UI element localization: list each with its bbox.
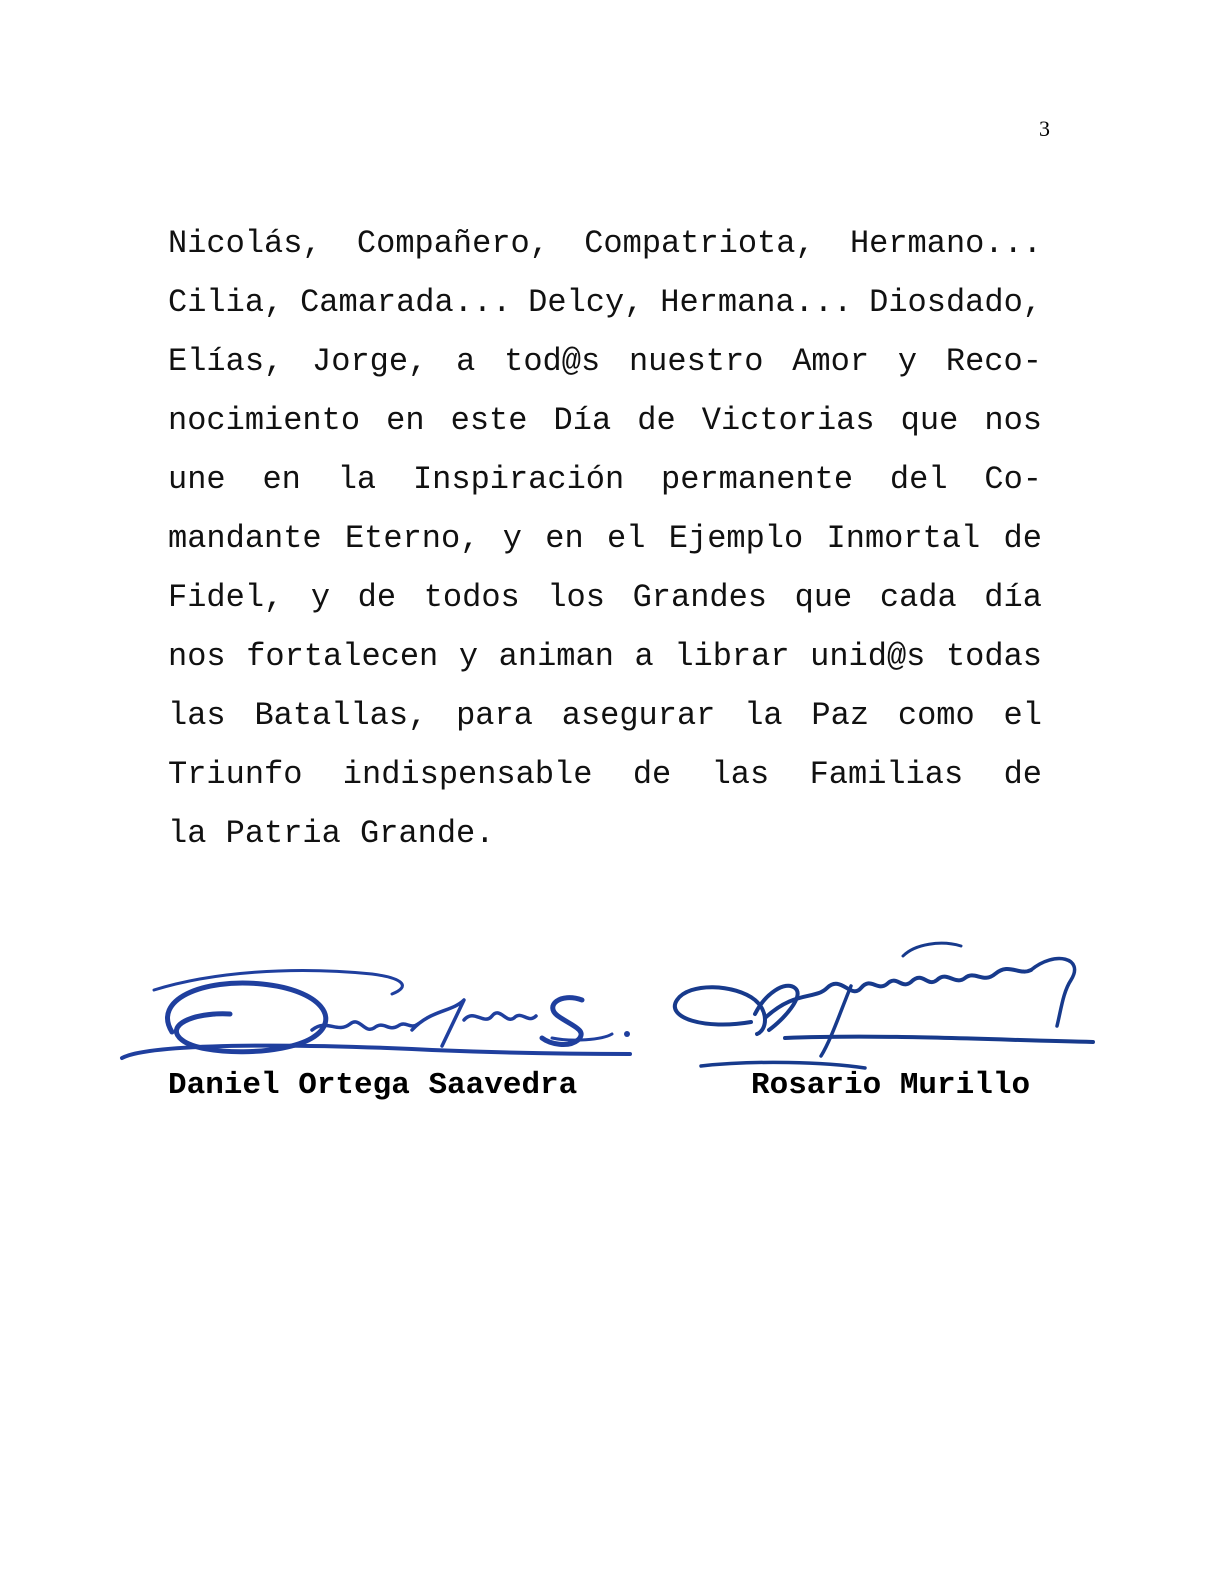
body-word: Hermana... xyxy=(660,284,853,321)
body-line xyxy=(168,456,1042,515)
body-word: en xyxy=(386,402,425,439)
letter-body xyxy=(168,220,1042,869)
body-word: unid@s xyxy=(810,638,926,675)
body-word: Compatriota, xyxy=(584,225,815,262)
body-word: del xyxy=(889,461,948,498)
body-word: y xyxy=(458,638,479,675)
body-word: cada xyxy=(879,579,957,616)
body-word: Día xyxy=(553,402,612,439)
body-word: animan xyxy=(498,638,614,675)
body-line xyxy=(168,692,1042,751)
body-word: Victorias xyxy=(701,402,875,439)
body-word: fortalecen xyxy=(246,638,439,675)
body-word: tod@s xyxy=(504,343,601,380)
body-word: que xyxy=(900,402,959,439)
body-word: a xyxy=(634,638,654,675)
body-word: Jorge, xyxy=(312,343,428,380)
body-word: todos xyxy=(423,579,520,616)
body-line xyxy=(168,397,1042,456)
body-word: Amor xyxy=(792,343,870,380)
body-word: mandante xyxy=(168,520,322,557)
body-word: día xyxy=(984,579,1042,616)
body-word: a xyxy=(456,343,476,380)
body-word: y xyxy=(897,343,918,380)
body-line xyxy=(168,574,1042,633)
body-word: Inspiración xyxy=(412,461,625,498)
body-line xyxy=(168,515,1042,574)
body-word: la Patria Grande. xyxy=(168,815,495,852)
body-word: en xyxy=(262,461,301,498)
body-line xyxy=(168,220,1042,279)
body-word: Familias xyxy=(809,756,964,793)
signer-name-daniel-ortega: Daniel Ortega Saavedra xyxy=(168,1068,578,1103)
body-word: Delcy, xyxy=(528,284,644,321)
body-word: Reco- xyxy=(945,343,1042,380)
body-word: asegurar xyxy=(561,697,716,734)
body-word: Batallas, xyxy=(254,697,428,734)
signature-rosario-murillo xyxy=(665,930,1105,1080)
body-word: une xyxy=(168,461,226,498)
body-word: Eterno, xyxy=(344,520,480,557)
body-word: permanente xyxy=(661,461,854,498)
body-word: el xyxy=(607,520,646,557)
body-word: Nicolás, xyxy=(168,225,322,262)
body-word: Co- xyxy=(984,461,1042,498)
body-word: este xyxy=(450,402,528,439)
body-word: Fidel, xyxy=(168,579,284,616)
body-word: que xyxy=(794,579,853,616)
body-word: Compañero, xyxy=(356,225,549,262)
body-word: indispensable xyxy=(342,756,593,793)
body-word: Inmortal xyxy=(826,520,981,557)
body-word: Cilia, xyxy=(168,284,284,321)
body-word: Hermano... xyxy=(849,225,1042,262)
body-word: de xyxy=(1003,756,1042,793)
body-line xyxy=(168,633,1042,692)
body-word: y xyxy=(502,520,522,557)
body-word: nos xyxy=(984,402,1042,439)
body-word: Paz xyxy=(811,697,870,734)
body-word: Triunfo xyxy=(168,756,303,793)
body-word: librar xyxy=(674,638,790,675)
signer-name-rosario-murillo: Rosario Murillo xyxy=(751,1068,1031,1103)
body-line xyxy=(168,338,1042,397)
body-word: nuestro xyxy=(628,343,764,380)
body-word: todas xyxy=(945,638,1042,675)
body-word: para xyxy=(456,697,533,734)
body-word: de xyxy=(637,402,676,439)
body-line xyxy=(168,751,1042,810)
body-word: Elías, xyxy=(168,343,284,380)
body-word: como xyxy=(897,697,975,734)
body-word: y xyxy=(310,579,331,616)
body-word: Camarada... xyxy=(300,284,512,321)
body-word: los xyxy=(547,579,605,616)
body-line xyxy=(168,279,1042,338)
body-word: de xyxy=(1003,520,1042,557)
body-word: las xyxy=(711,756,770,793)
body-word: el xyxy=(1003,697,1042,734)
body-word: de xyxy=(632,756,672,793)
body-word: de xyxy=(357,579,397,616)
body-word: las xyxy=(168,697,226,734)
body-word: la xyxy=(744,697,783,734)
body-word: en xyxy=(545,520,584,557)
body-word: nocimiento xyxy=(168,402,361,439)
body-word: la xyxy=(337,461,377,498)
body-word: Diosdado, xyxy=(869,284,1042,321)
signature-daniel-ortega xyxy=(112,960,652,1070)
body-line xyxy=(168,810,1042,869)
body-word: Grandes xyxy=(632,579,767,616)
body-word: nos xyxy=(168,638,226,675)
body-word: Ejemplo xyxy=(668,520,804,557)
page-number: 3 xyxy=(1039,116,1050,141)
